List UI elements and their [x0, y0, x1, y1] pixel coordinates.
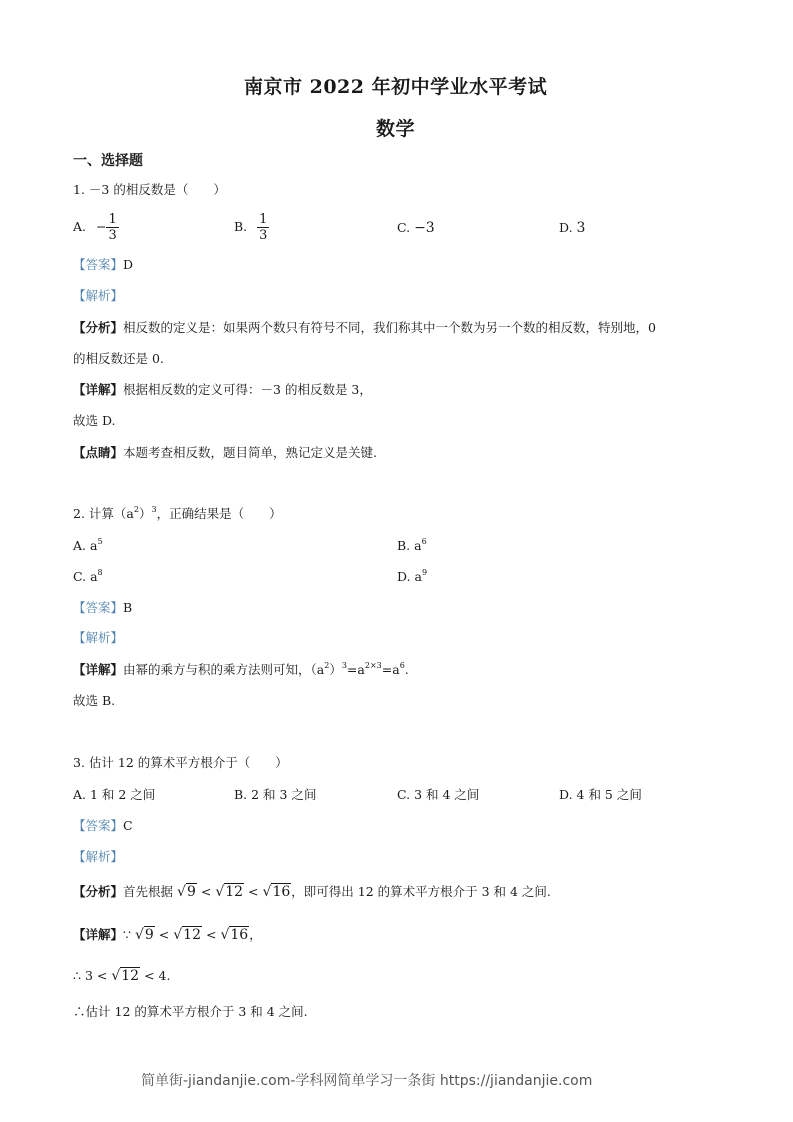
q2-option-d: D. $a^9$: [397, 568, 428, 584]
q1-fenxi-cont: 的相反数还是 0.: [73, 351, 164, 366]
option-letter: B.: [234, 219, 248, 234]
q3-fenxi: 【分析】首先根据 √9 < √12 < √16，即可得出 12 的算术平方根介于 3 和 4 之间.: [73, 884, 551, 900]
q1-option-b: [234, 212, 269, 243]
q1-fenxi: 【分析】相反数的定义是：如果两个数只有符号不同，我们称其中一个数为另一个数的相反数，特别地，0: [73, 320, 656, 335]
q2-option-a: A. $a^5$: [73, 537, 103, 553]
footer-watermark: 简单街-jiandanjie.com-学科网简单学习一条街 https://jiandanjie.com: [141, 1073, 593, 1089]
q3-option-b: B. 2 和 3 之间: [234, 787, 317, 802]
q3-option-d: D. 4 和 5 之间: [559, 787, 642, 802]
q1-detail: 【详解】根据相反数的定义可得：－3 的相反数是 3，: [73, 382, 372, 397]
q3-detail-line2: ∴ 3 < √12 < 4.: [73, 968, 171, 984]
q3-detail-line3: ∴估计 12 的算术平方根介于 3 和 4 之间.: [73, 1004, 308, 1019]
q2-choose: 故选 B.: [73, 693, 116, 708]
answer-label: 【答案】: [73, 818, 124, 833]
q1-answer: [73, 257, 133, 273]
q2-answer: [73, 600, 132, 616]
fraction: $\frac{1}{3}$: [108, 212, 117, 243]
q1-choose: 故选 D.: [73, 413, 116, 428]
page-title: 南京市 2022 年初中学业水平考试: [244, 76, 548, 98]
sqrt-expression: √12: [111, 968, 140, 984]
q1-stem: 1. －3 的相反数是（ ）: [73, 182, 226, 197]
sqrt-expression: √16: [220, 927, 249, 943]
answer-label: 【答案】: [73, 257, 124, 272]
page-subtitle: 数学: [376, 118, 416, 140]
q2-stem: 2. 计算$(a^2)^3$，正确结果是（ ）: [73, 505, 282, 521]
therefore-symbol: ∴: [73, 968, 81, 983]
q3-answer: [73, 818, 133, 834]
because-symbol: ∵: [123, 927, 131, 942]
fraction: $\frac{1}{3}$: [259, 212, 268, 243]
answer-value: B: [123, 600, 133, 615]
sqrt-expression: √16: [262, 884, 291, 900]
sqrt-expression: √12: [215, 884, 244, 900]
q2-option-c: C. $a^8$: [73, 568, 103, 584]
section-heading: 一、选择题: [73, 153, 143, 169]
answer-value: C: [123, 818, 133, 833]
q1-option-a: A. − $\frac{1}{3}$: [73, 212, 117, 243]
sqrt-expression: √12: [173, 927, 201, 943]
option-letter: A.: [73, 219, 87, 234]
therefore-symbol: ∴: [73, 1004, 86, 1019]
q2-analysis-label: 【解析】: [73, 630, 124, 645]
q1-option-d: D. 3: [559, 220, 586, 236]
q2-detail: 【详解】由幂的乘方与积的乘方法则可知，$(a^2)^3=a^{2\times 3}=a^6$.: [73, 661, 409, 677]
sqrt-expression: √9: [134, 927, 154, 943]
sqrt-expression: √9: [177, 884, 196, 900]
q1-option-c: C. −3: [397, 220, 435, 236]
q3-analysis-label: 【解析】: [73, 849, 124, 864]
q2-option-b: B. $a^6$: [397, 537, 427, 553]
q1-comment: 【点睛】本题考查相反数，题目简单，熟记定义是关键.: [73, 445, 377, 460]
q3-option-c: C. 3 和 4 之间: [397, 787, 480, 802]
answer-value: D: [123, 257, 134, 272]
answer-label: 【答案】: [73, 600, 124, 615]
q3-stem: 3. 估计 12 的算术平方根介于（ ）: [73, 755, 288, 770]
q3-option-a: A. 1 和 2 之间: [73, 787, 156, 802]
q1-analysis-label: 【解析】: [73, 288, 124, 303]
q3-detail: 【详解】∵ √9 < √12 < √16，: [73, 927, 262, 943]
